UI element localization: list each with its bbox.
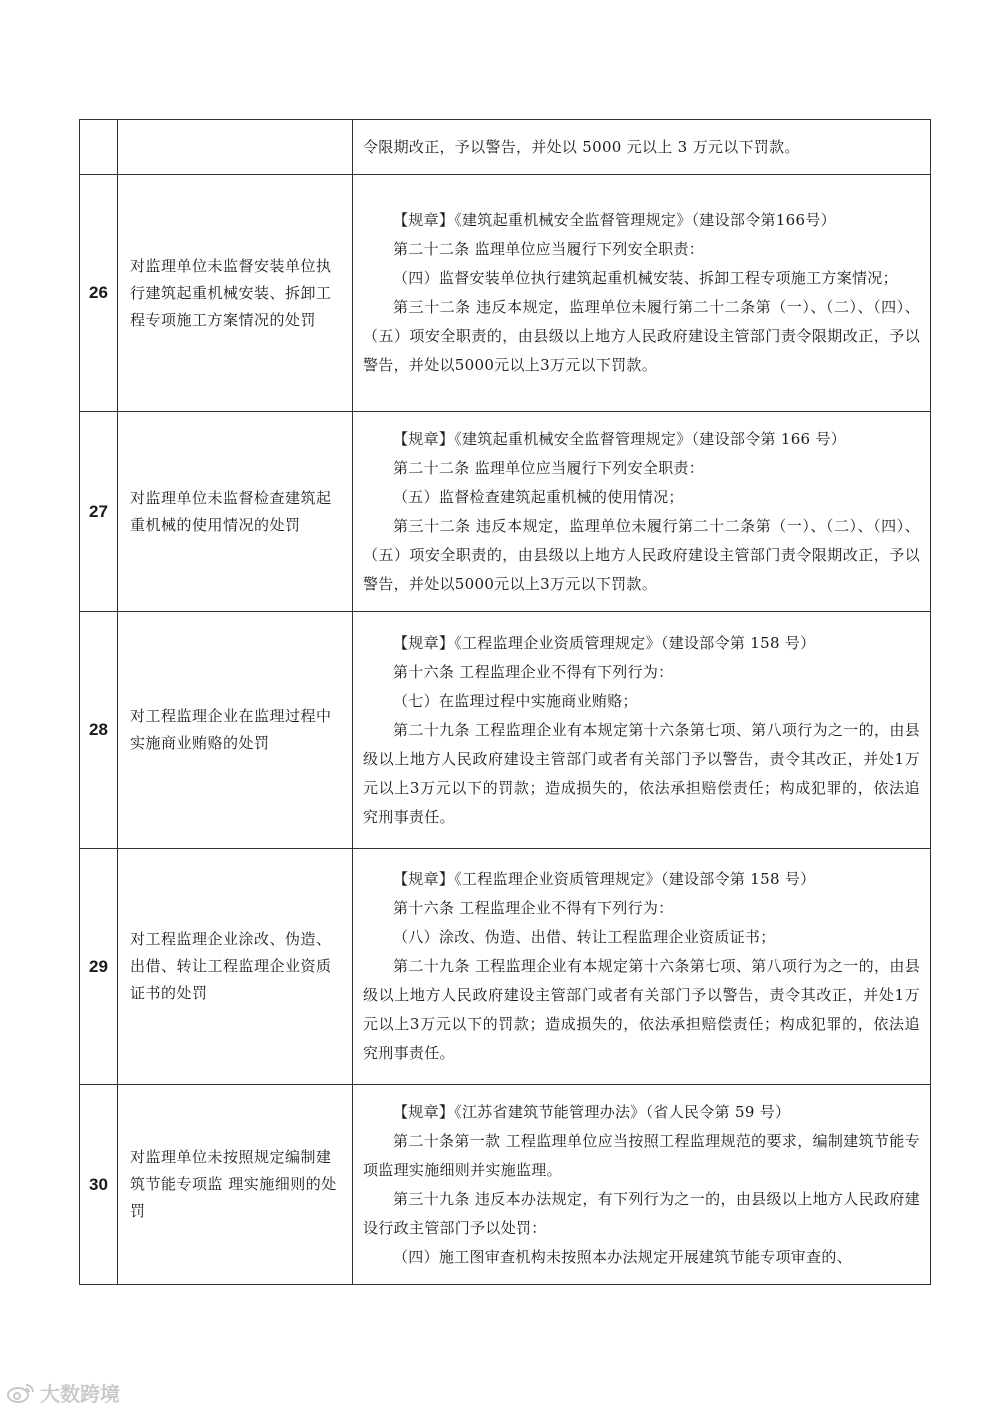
row-number xyxy=(80,120,118,175)
row-number: 26 xyxy=(80,175,118,412)
legal-basis xyxy=(353,412,931,612)
watermark-text: 大数跨境 xyxy=(40,1382,120,1406)
legal-paragraph: 第三十二条 违反本规定，监理单位未履行第二十二条第（一）、（二）、（四）、（五）项安全职责的，由县级以上地方人民政府建设主管部门责令限期改正，予以警告，并处以5000元以上3万元以下罚款。 xyxy=(363,516,920,593)
table-row xyxy=(80,412,931,612)
penalty-item xyxy=(118,120,353,175)
legal-basis xyxy=(353,612,931,849)
row-number: 28 xyxy=(80,612,118,849)
penalty-item: 对监理单位未监督安装单位执行建筑起重机械安装、拆卸工程专项施工方案情况的处罚 xyxy=(118,175,353,412)
legal-paragraph: 第十六条 工程监理企业不得有下列行为： xyxy=(393,899,674,917)
legal-paragraph: 【规章】《建筑起重机械安全监督管理规定》（建设部令第 166 号） xyxy=(393,429,847,448)
legal-paragraph: （八）涂改、伪造、出借、转让工程监理企业资质证书； xyxy=(393,928,776,946)
legal-basis xyxy=(353,1085,931,1285)
penalty-table xyxy=(79,119,931,1285)
legal-paragraph: 第三十二条 违反本规定，监理单位未履行第二十二条第（一）、（二）、（四）、（五）项安全职责的，由县级以上地方人民政府建设主管部门责令限期改正，予以警告，并处以5000元以上3万元以下罚款。 xyxy=(363,298,920,374)
legal-paragraph: 【规章】《江苏省建筑节能管理办法》（省人民令第 59 号） xyxy=(393,1102,791,1121)
legal-basis xyxy=(353,120,931,175)
table-row xyxy=(80,1085,931,1285)
legal-paragraph: 【规章】《工程监理企业资质管理规定》（建设部令第 158 号） xyxy=(393,633,816,652)
table-row xyxy=(80,120,931,175)
legal-paragraph: 第二十条第一款 工程监理单位应当按照工程监理规范的要求，编制建筑节能专项监理实施细则并实施监理。 xyxy=(363,1131,920,1179)
legal-paragraph: 令限期改正，予以警告，并处以 5000 元以上 3 万元以下罚款。 xyxy=(363,137,800,156)
legal-paragraph: 【规章】《工程监理企业资质管理规定》（建设部令第 158 号） xyxy=(393,870,816,888)
table-row xyxy=(80,612,931,849)
legal-paragraph: 第二十九条 工程监理企业有本规定第十六条第七项、第八项行为之一的，由县级以上地方人民政府建设主管部门或者有关部门予以警告，责令其改正，并处1万元以上3万元以下的罚款；造成损失的，依法承担赔偿责任；构成犯罪的，依法追究刑事责任。 xyxy=(363,957,920,1062)
watermark xyxy=(6,1378,120,1407)
penalty-item: 对工程监理企业涂改、伪造、出借、转让工程监理企业资质证书的处罚 xyxy=(118,849,353,1085)
legal-basis xyxy=(353,175,931,412)
legal-paragraph: （七）在监理过程中实施商业贿赂； xyxy=(393,691,638,710)
row-number: 30 xyxy=(80,1085,118,1285)
penalty-item: 对监理单位未按照规定编制建筑节能专项监 理实施细则的处罚 xyxy=(118,1085,353,1285)
penalty-item: 对监理单位未监督检查建筑起重机械的使用情况的处罚 xyxy=(118,412,353,612)
penalty-item: 对工程监理企业在监理过程中实施商业贿赂的处罚 xyxy=(118,612,353,849)
legal-paragraph: 第二十二条 监理单位应当履行下列安全职责： xyxy=(393,240,705,258)
legal-paragraph: 【规章】《建筑起重机械安全监督管理规定》（建设部令第166号） xyxy=(393,211,836,229)
legal-basis xyxy=(353,849,931,1085)
row-number: 29 xyxy=(80,849,118,1085)
table-row xyxy=(80,175,931,412)
legal-paragraph: 第二十九条 工程监理企业有本规定第十六条第七项、第八项行为之一的，由县级以上地方人民政府建设主管部门或者有关部门予以警告，责令其改正，并处1万元以上3万元以下的罚款；造成损失的，依法承担赔偿责任；构成犯罪的，依法追究刑事责任。 xyxy=(363,720,920,826)
row-number: 27 xyxy=(80,412,118,612)
table-row xyxy=(80,849,931,1085)
legal-paragraph: 第三十九条 违反本办法规定，有下列行为之一的，由县级以上地方人民政府建设行政主管部门予以处罚： xyxy=(363,1189,920,1237)
legal-paragraph: （四）施工图审查机构未按照本办法规定开展建筑节能专项审查的、 xyxy=(393,1247,853,1266)
legal-paragraph: 第十六条 工程监理企业不得有下列行为： xyxy=(393,662,674,681)
legal-paragraph: （四）监督安装单位执行建筑起重机械安装、拆卸工程专项施工方案情况； xyxy=(393,269,898,287)
legal-paragraph: （五）监督检查建筑起重机械的使用情况； xyxy=(393,487,684,506)
weibo-logo-icon xyxy=(6,1382,36,1404)
legal-paragraph: 第二十二条 监理单位应当履行下列安全职责： xyxy=(393,458,705,477)
